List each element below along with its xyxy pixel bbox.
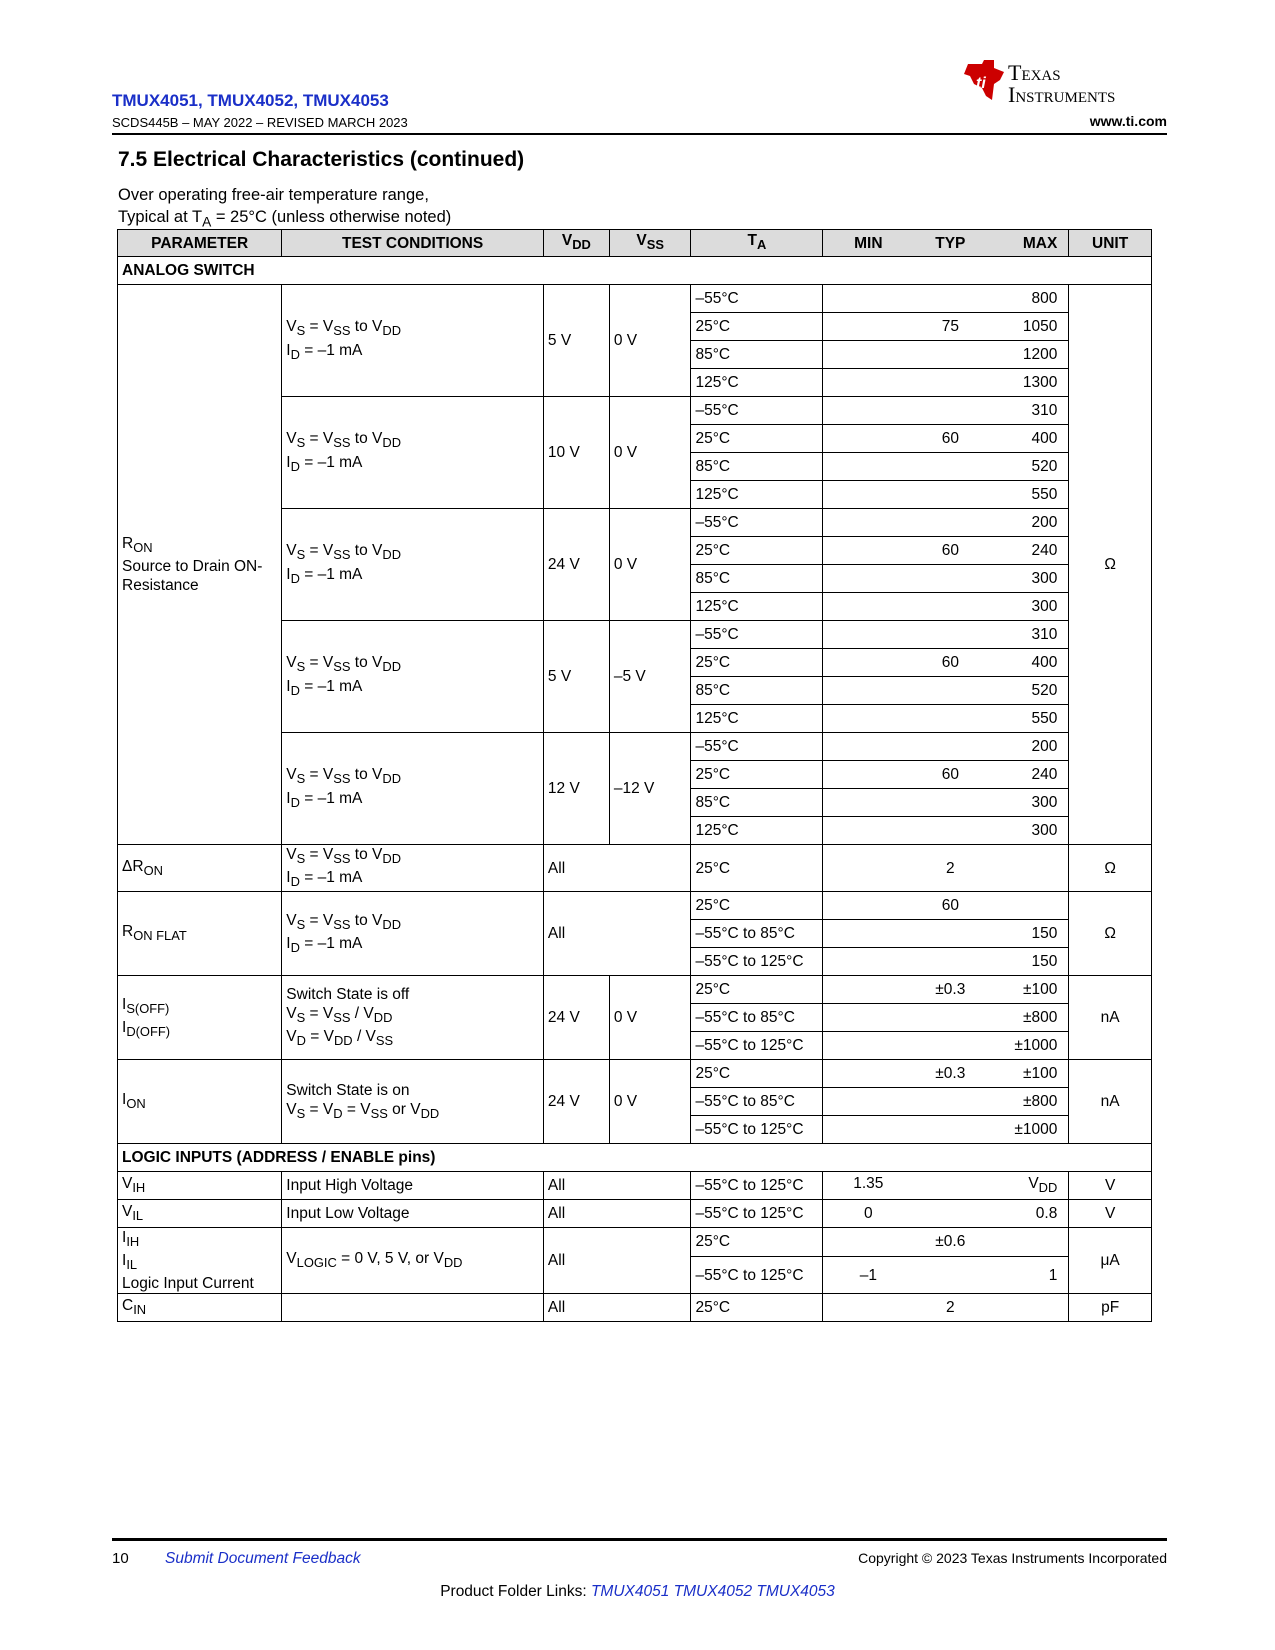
test-condition: $V_S = V_{SS}$ to $V_{DD}$ $I_D = -1$ mA [282, 733, 544, 845]
value-cell [823, 920, 1069, 948]
ta-cell: 25°C [691, 649, 823, 677]
vdd-cell: All [543, 1228, 691, 1294]
table-row [118, 892, 1152, 920]
vss-cell: 0 V [609, 285, 691, 397]
value-cell [823, 537, 1069, 565]
value-cell [823, 1032, 1069, 1060]
values: 200 [1031, 514, 1058, 531]
vdd-cell: All [543, 892, 691, 976]
values: 300 [1031, 598, 1058, 615]
ion-param: $I_{ON}$ [118, 1060, 282, 1144]
feedback-link[interactable]: Submit Document Feedback [165, 1550, 361, 1567]
product-folder-links: Product Folder Links: TMUX4051 TMUX4052 TMUX4053 [440, 1583, 835, 1600]
ta-cell: 25°C [691, 1060, 823, 1088]
col-min-typ-max: MIN TYP MAX [823, 230, 1069, 257]
vss-cell: –12 V [609, 733, 691, 845]
unit-cell: V [1069, 1200, 1152, 1228]
value-cell [823, 845, 1069, 892]
test-condition: Switch State is on $V_S = V_D = V_{SS}$ or $V_{DD}$ [282, 1060, 544, 1144]
vss-cell: 0 V [609, 509, 691, 621]
value-cell: 1.35 $V_{DD}$ [823, 1172, 1069, 1200]
vih-param: $V_{IH}$ [118, 1172, 282, 1200]
ta-cell: –55°C to 85°C [691, 1088, 823, 1116]
ta-cell: 25°C [691, 313, 823, 341]
ta-cell: –55°C to 125°C [691, 1116, 823, 1144]
ta-cell: –55°C to 125°C [691, 1172, 823, 1200]
ta-cell: 25°C [691, 845, 823, 892]
test-condition: $V_S = V_{SS}$ to $V_{DD}$ $I_D = -1$ mA [282, 509, 544, 621]
vdd-cell: 24 V [543, 1060, 609, 1144]
unit-cell: Ω [1069, 892, 1152, 976]
ta-cell: 125°C [691, 817, 823, 845]
ta-cell: –55°C to 125°C [691, 1032, 823, 1060]
section-description: Over operating free-air temperature range, Typical at $T_A = 25^\circ C$ (unless otherwise noted) [118, 186, 452, 230]
values: ±0.6 [935, 1233, 966, 1251]
dron-param: $\Delta R_{ON}$ [118, 845, 282, 892]
unit-cell: nA [1069, 976, 1152, 1060]
values: 2 [946, 859, 955, 877]
ta-cell: 25°C [691, 1294, 823, 1322]
values: 60 240 [941, 766, 1058, 783]
logo-line1: Texas [1008, 60, 1061, 85]
vss-cell: 0 V [609, 397, 691, 509]
cin-param: $C_{IN}$ [118, 1294, 282, 1322]
ta-cell: –55°C [691, 733, 823, 761]
footer-rule [112, 1538, 1167, 1541]
logo-line2: Instruments [1008, 82, 1116, 107]
values: 520 [1031, 458, 1058, 475]
unit-cell: μA [1069, 1228, 1152, 1294]
value-cell [823, 649, 1069, 677]
table-row [118, 1060, 1152, 1088]
electrical-characteristics-table [117, 229, 1152, 1322]
unit-cell: nA [1069, 1060, 1152, 1144]
vdd-cell: All [543, 1200, 691, 1228]
link-tmux4053[interactable]: TMUX4053 [756, 1583, 835, 1600]
header-rule [112, 133, 1167, 135]
values: ±1000 [1014, 1121, 1058, 1139]
value-cell [823, 1294, 1069, 1322]
vil-param: $V_{IL}$ [118, 1200, 282, 1228]
values: ±0.3 ±100 [935, 981, 1058, 999]
ta-cell: 25°C [691, 976, 823, 1004]
value-cell [823, 1088, 1069, 1116]
link-tmux4051[interactable]: TMUX4051 [590, 1583, 670, 1600]
values: ±0.3 ±100 [935, 1065, 1058, 1083]
ta-cell: 125°C [691, 593, 823, 621]
values: –1 1 [859, 1266, 1058, 1284]
ta-cell: 125°C [691, 481, 823, 509]
copyright: Copyright © 2023 Texas Instruments Incorporated [858, 1550, 1167, 1566]
value-cell [823, 948, 1069, 976]
value-cell [823, 285, 1069, 313]
vss-cell: 0 V [609, 1060, 691, 1144]
test-condition: $V_S = V_{SS}$ to $V_{DD}$ $I_D = -1$ mA [282, 621, 544, 733]
table-header-row [118, 230, 1152, 257]
website-link[interactable]: www.ti.com [1089, 113, 1167, 129]
vss-cell: 0 V [609, 976, 691, 1060]
values: 60 400 [941, 654, 1058, 671]
unit-cell: V [1069, 1172, 1152, 1200]
values: 300 [1031, 570, 1058, 587]
col-vdd: $V_{DD}$ [543, 230, 609, 257]
value-cell [823, 1256, 1069, 1294]
table-row [118, 1294, 1152, 1322]
ronflat-param: $R_{ON FLAT}$ [118, 892, 282, 976]
values: 2 [946, 1299, 955, 1317]
value-cell [823, 369, 1069, 397]
vdd-cell: All [543, 1294, 691, 1322]
unit-cell: Ω [1069, 285, 1152, 845]
values: 60 [941, 897, 959, 915]
values: 550 [1031, 710, 1058, 727]
values: 1200 [1022, 346, 1058, 363]
ron-param: $R_{ON}$ Source to Drain ON- Resistance [118, 285, 282, 845]
vdd-cell: All [543, 1172, 691, 1200]
table-row [118, 285, 1152, 313]
values: 800 [1031, 290, 1058, 307]
ta-cell: –55°C [691, 621, 823, 649]
ta-cell: 25°C [691, 1228, 823, 1257]
values: ±800 [1022, 1009, 1058, 1027]
ti-logo [960, 58, 1170, 108]
col-unit: UNIT [1069, 230, 1152, 257]
table-row [118, 1200, 1152, 1228]
col-test-conditions: TEST CONDITIONS [282, 230, 544, 257]
isoff-param: $I_{S(OFF)}$ $I_{D(OFF)}$ [118, 976, 282, 1060]
section-logic-inputs: LOGIC INPUTS (ADDRESS / ENABLE pins) [118, 1144, 1152, 1172]
ta-cell: 85°C [691, 565, 823, 593]
vdd-cell: 10 V [543, 397, 609, 509]
section-analog-switch: ANALOG SWITCH [118, 257, 1152, 285]
ta-cell: –55°C [691, 285, 823, 313]
values: 150 [1031, 925, 1058, 943]
ta-cell: 25°C [691, 425, 823, 453]
value-cell [823, 817, 1069, 845]
vdd-cell: 12 V [543, 733, 609, 845]
ta-cell: 25°C [691, 761, 823, 789]
table-row [118, 976, 1152, 1004]
values: 310 [1031, 402, 1058, 419]
value-cell [823, 789, 1069, 817]
revision-line: SCDS445B – MAY 2022 – REVISED MARCH 2023 [112, 115, 408, 130]
value-cell [823, 1060, 1069, 1088]
values: 75 1050 [941, 318, 1058, 335]
svg-text:ti: ti [976, 75, 986, 92]
value-cell [823, 677, 1069, 705]
test-condition: Input High Voltage [282, 1172, 544, 1200]
part-numbers-link[interactable]: TMUX4051, TMUX4052, TMUX4053 [112, 91, 389, 110]
vdd-cell: 5 V [543, 621, 609, 733]
test-condition: $V_S = V_{SS}$ to $V_{DD}$ $I_D = -1$ mA [282, 397, 544, 509]
unit-cell: Ω [1069, 845, 1152, 892]
vdd-cell: 5 V [543, 285, 609, 397]
value-cell [823, 892, 1069, 920]
ta-cell: 85°C [691, 453, 823, 481]
value-cell [823, 425, 1069, 453]
ta-cell: –55°C [691, 397, 823, 425]
ta-cell: –55°C to 125°C [691, 1256, 823, 1294]
ta-cell: –55°C to 85°C [691, 920, 823, 948]
ta-cell: –55°C to 85°C [691, 1004, 823, 1032]
value-cell [823, 341, 1069, 369]
vdd-cell: All [543, 845, 691, 892]
vdd-cell: 24 V [543, 976, 609, 1060]
col-vss: $V_{SS}$ [609, 230, 691, 257]
value-cell [823, 481, 1069, 509]
value-cell [823, 733, 1069, 761]
ta-cell: 125°C [691, 705, 823, 733]
value-cell [823, 621, 1069, 649]
ta-cell: –55°C to 125°C [691, 1200, 823, 1228]
values: 150 [1031, 953, 1058, 971]
value-cell [823, 1116, 1069, 1144]
values: 200 [1031, 738, 1058, 755]
page-number: 10 [112, 1550, 129, 1567]
test-condition: $V_S = V_{SS}$ to $V_{DD}$ $I_D = -1$ mA [282, 845, 544, 892]
value-cell [823, 1004, 1069, 1032]
values: 300 [1031, 822, 1058, 839]
col-ta: $T_A$ [691, 230, 823, 257]
values: 0 0.8 [864, 1205, 1058, 1223]
values: 60 400 [941, 430, 1058, 447]
value-cell [823, 1200, 1069, 1228]
values: 1300 [1022, 374, 1058, 391]
vss-cell: –5 V [609, 621, 691, 733]
test-condition [282, 1294, 544, 1322]
value-cell [823, 976, 1069, 1004]
vdd-cell: 24 V [543, 509, 609, 621]
values: ±800 [1022, 1093, 1058, 1111]
ta-cell: 85°C [691, 341, 823, 369]
values: ±1000 [1014, 1037, 1058, 1055]
values: 520 [1031, 682, 1058, 699]
unit-cell: pF [1069, 1294, 1152, 1322]
test-condition: $V_{LOGIC} = 0$ V, 5 V, or $V_{DD}$ [282, 1228, 544, 1294]
values: 300 [1031, 794, 1058, 811]
test-condition: $V_S = V_{SS}$ to $V_{DD}$ $I_D = -1$ mA [282, 285, 544, 397]
value-cell [823, 313, 1069, 341]
values: 310 [1031, 626, 1058, 643]
value-cell [823, 761, 1069, 789]
link-tmux4052[interactable]: TMUX4052 [673, 1583, 753, 1600]
table-row [118, 1172, 1152, 1200]
values: 550 [1031, 486, 1058, 503]
ta-cell: 25°C [691, 537, 823, 565]
ta-cell: 25°C [691, 892, 823, 920]
value-cell [823, 1228, 1069, 1257]
ta-cell: –55°C to 125°C [691, 948, 823, 976]
value-cell [823, 705, 1069, 733]
table-row [118, 845, 1152, 892]
value-cell [823, 509, 1069, 537]
value-cell [823, 593, 1069, 621]
value-cell [823, 453, 1069, 481]
section-title: 7.5 Electrical Characteristics (continued) [118, 148, 525, 171]
col-parameter: PARAMETER [118, 230, 282, 257]
value-cell [823, 397, 1069, 425]
ta-cell: 85°C [691, 677, 823, 705]
value-cell [823, 565, 1069, 593]
iih-param: $I_{IH}$ $I_{IL}$ Logic Input Current [118, 1228, 282, 1294]
ta-cell: 125°C [691, 369, 823, 397]
test-condition: Input Low Voltage [282, 1200, 544, 1228]
test-condition: $V_S = V_{SS}$ to $V_{DD}$ $I_D = -1$ mA [282, 892, 544, 976]
table-row [118, 1228, 1152, 1257]
ta-cell: –55°C [691, 509, 823, 537]
test-condition: Switch State is off $V_S = V_{SS} / V_{DD}$ $V_D = V_{DD} / V_{SS}$ [282, 976, 544, 1060]
ta-cell: 85°C [691, 789, 823, 817]
values: 60 240 [941, 542, 1058, 559]
